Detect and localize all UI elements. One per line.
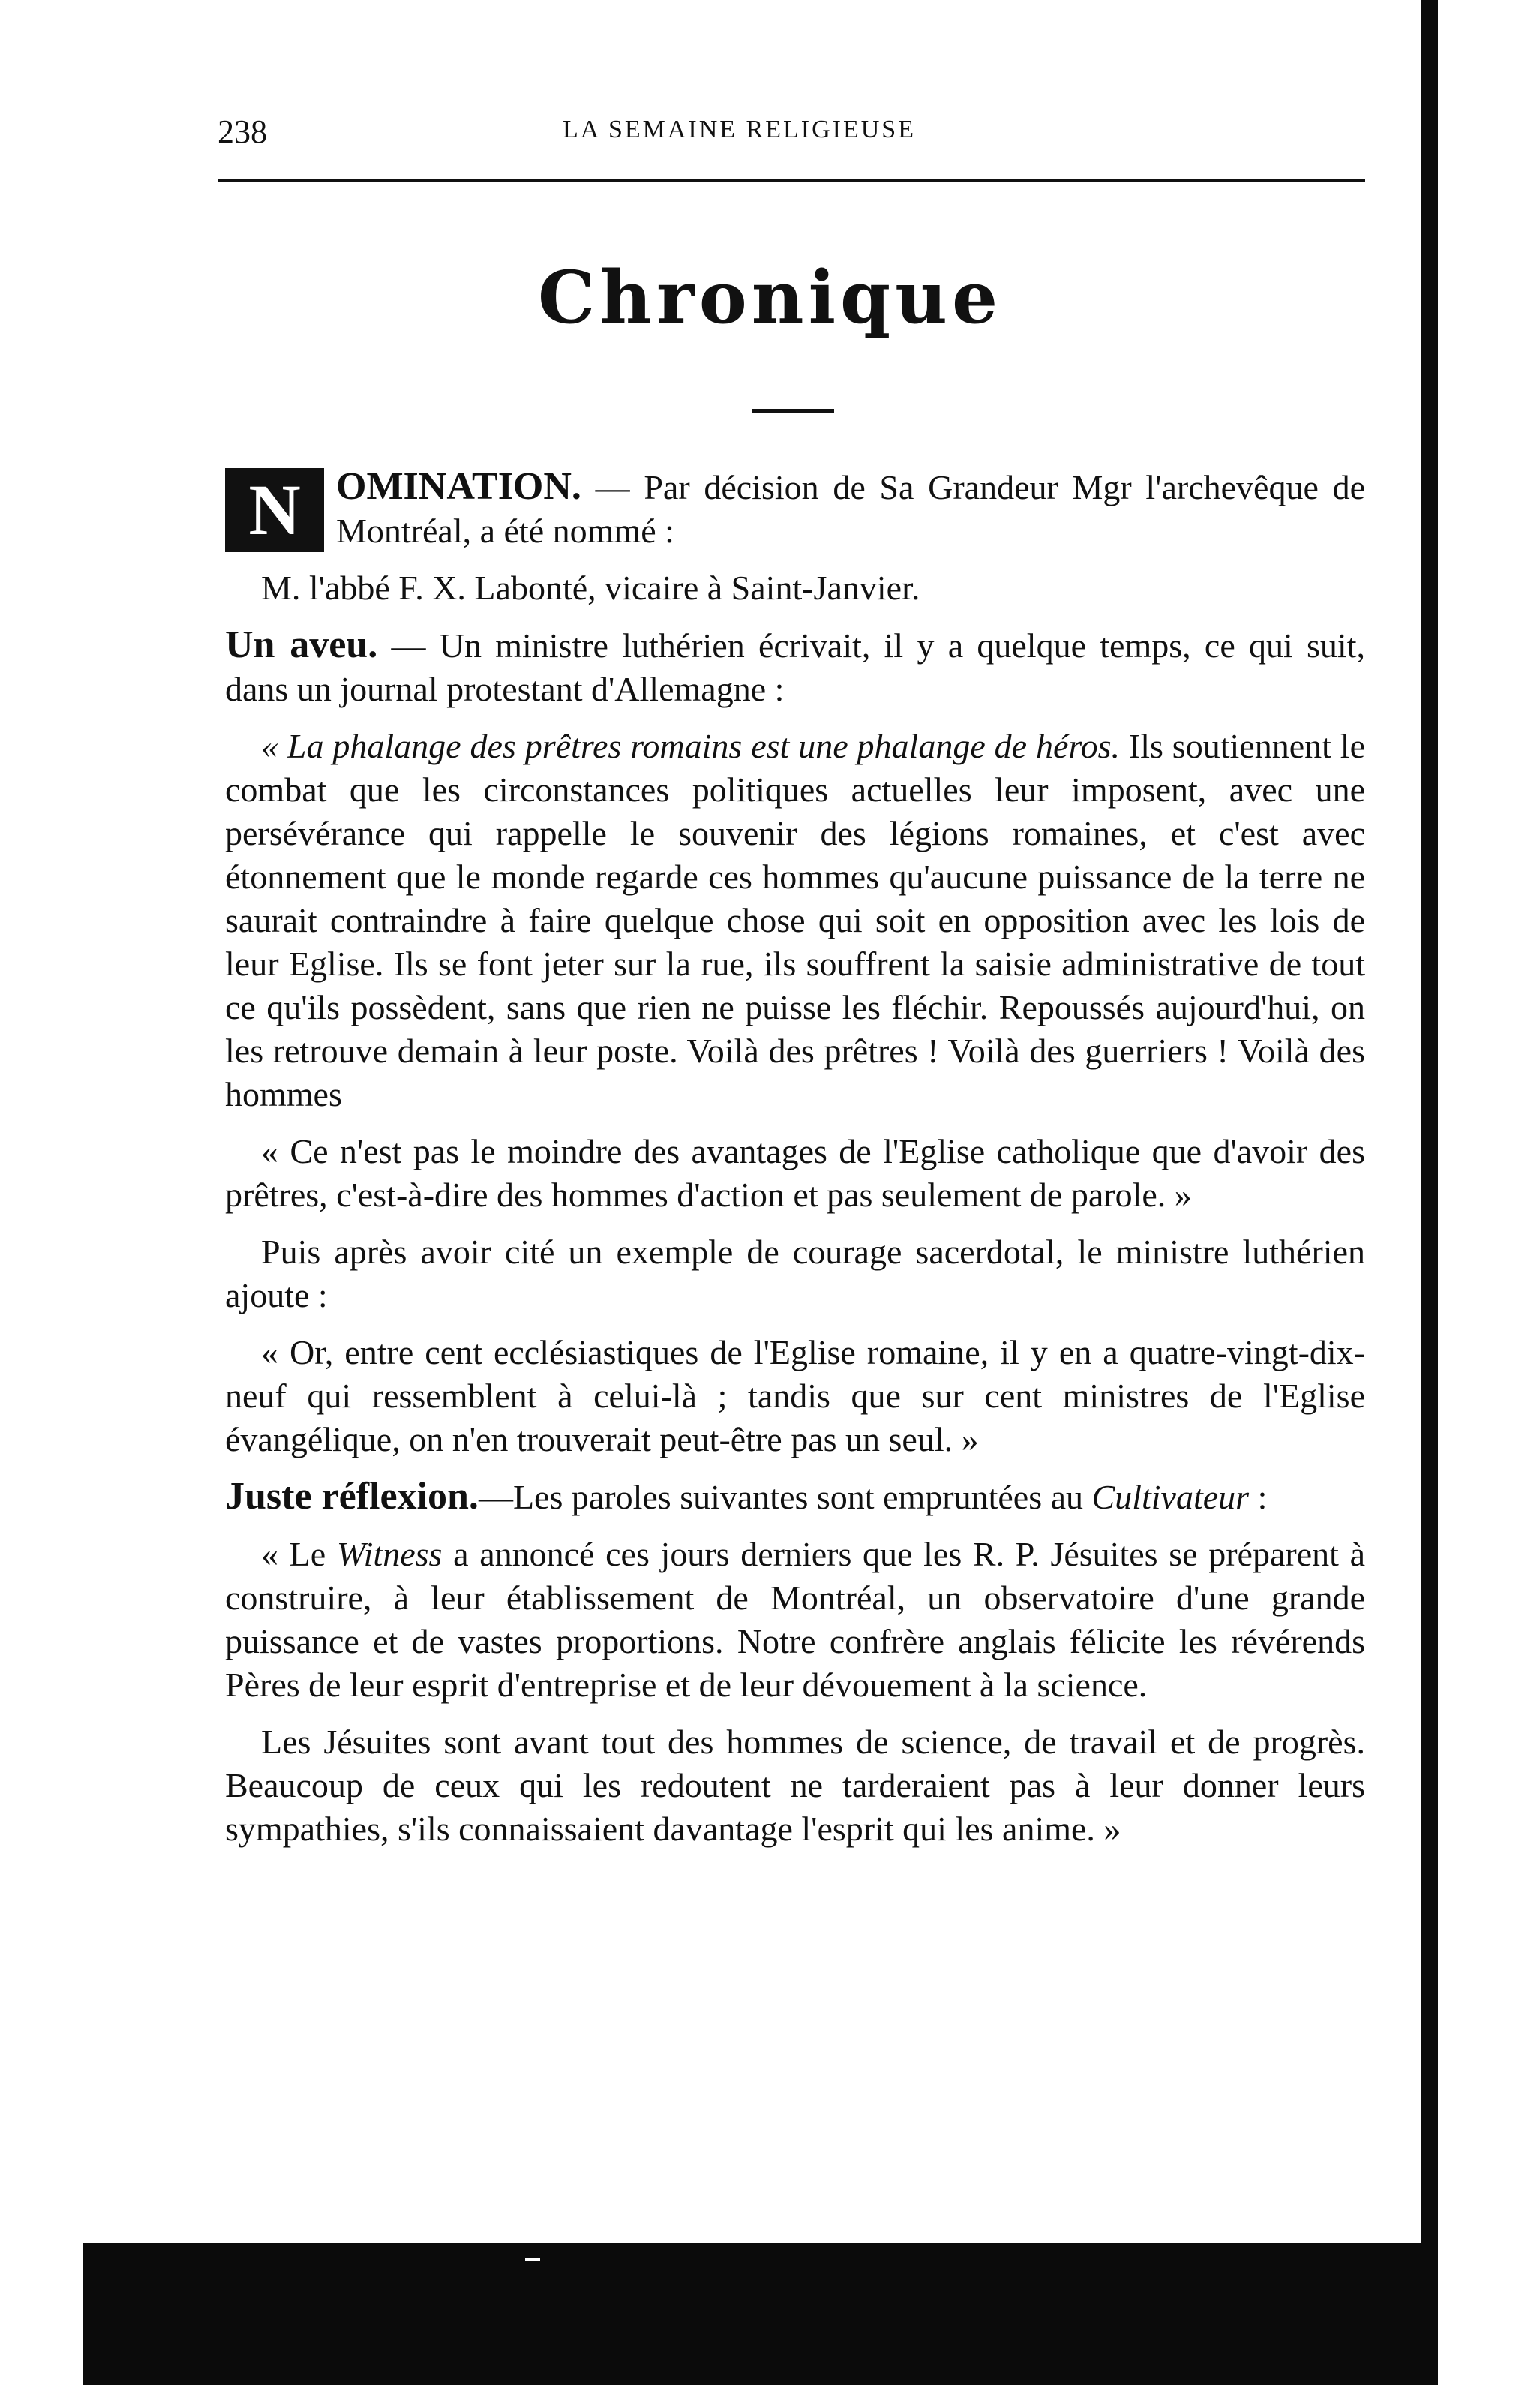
juste-lead: Juste réflexion. [225, 1475, 479, 1518]
running-title: LA SEMAINE RELIGIEUSE [563, 116, 916, 143]
page-header [218, 105, 1365, 158]
nomination-paragraph [225, 465, 1365, 553]
article-body [225, 465, 1365, 1864]
scan-edge-right [1421, 0, 1438, 2288]
quote4-witness: Witness [336, 1535, 443, 1573]
scan-edge-bottom [83, 2243, 1438, 2385]
quote1-paragraph [225, 725, 1365, 1116]
quote5-paragraph: Les Jésuites sont avant tout des hommes de science, de travail et de progrès. Beaucoup de ceux qui les redoutent ne tarderaient pas à leur donner leurs sympathies, s'ils connaissaient davantage l'esprit qui les anime. » [225, 1723, 1365, 1848]
quote4-text: a annoncé ces jours derniers que les R. P. Jésuites se préparent à construire, à leur établissement de Montréal, un observatoire d'une grande puissance et de vastes proportions. Notre confrère anglais félicite les révérends Pères de leur esprit d'entreprise et de leur dévouement à la science. [225, 1535, 1365, 1704]
quote3-paragraph: « Or, entre cent ecclésiastiques de l'Eglise romaine, il y en a quatre-vingt-dix-neuf qui ressemblent à celui-là ; tandis que sur cent ministres de l'Eglise évangélique, on n'en trouverait peut-être pas un seul. » [225, 1333, 1365, 1458]
puis-paragraph: Puis après avoir cité un exemple de courage sacerdotal, le ministre luthérien ajoute : [225, 1233, 1365, 1314]
quote2-paragraph: « Ce n'est pas le moindre des avantages de l'Eglise catholique que d'avoir des prêtres, c'est-à-dire des hommes d'action et pas seulement de parole. » [225, 1132, 1365, 1214]
header-rule [218, 179, 1365, 182]
aveu-text: — Un ministre luthérien écrivait, il y a quelque temps, ce qui suit, dans un journal protestant d'Allemagne : [225, 626, 1365, 708]
section-title: Chronique [537, 255, 1003, 340]
aveu-paragraph [225, 623, 1365, 711]
nomination-text: — Par décision de Sa Grandeur Mgr l'archevêque de Montréal, a été nommé : [336, 468, 1365, 550]
nomination-name: M. l'abbé F. X. Labonté, vicaire à Saint-Janvier. [261, 569, 920, 607]
bottom-mark [525, 2258, 540, 2261]
juste-colon: : [1249, 1478, 1268, 1516]
title-rule [752, 409, 834, 413]
juste-source: Cultivateur [1091, 1478, 1250, 1516]
juste-text: —Les paroles suivantes sont empruntées au [478, 1478, 1092, 1516]
nomination-lead: OMINATION. [336, 465, 581, 508]
quote1-italic: « La phalange des prêtres romains est une phalange de héros. [261, 727, 1120, 765]
page-number: 238 [218, 113, 267, 150]
quote4-start: « Le [261, 1535, 337, 1573]
quote4-paragraph [225, 1533, 1365, 1707]
aveu-lead: Un aveu. [225, 623, 378, 666]
dropcap: N [225, 468, 324, 552]
quote1-text: Ils soutiennent le combat que les circonstances politiques actuelles leur imposent, avec une persévérance qui rappelle le souvenir des légions romaines, et c'est avec étonnement que le monde regarde ces hommes qu'aucune puissance de la terre ne saurait contraindre à faire quelque chose qui soit en opposition avec les lois de leur Eglise. Ils se font jeter sur la rue, ils souffrent la saisie administrative de tout ce qu'ils possèdent, sans que rien ne puisse les fléchir. Repoussés aujourd'hui, on les retrouve demain à leur poste. Voilà des prêtres ! Voilà des guerriers ! Voilà des hommes [225, 727, 1365, 1113]
juste-paragraph [225, 1475, 1365, 1519]
